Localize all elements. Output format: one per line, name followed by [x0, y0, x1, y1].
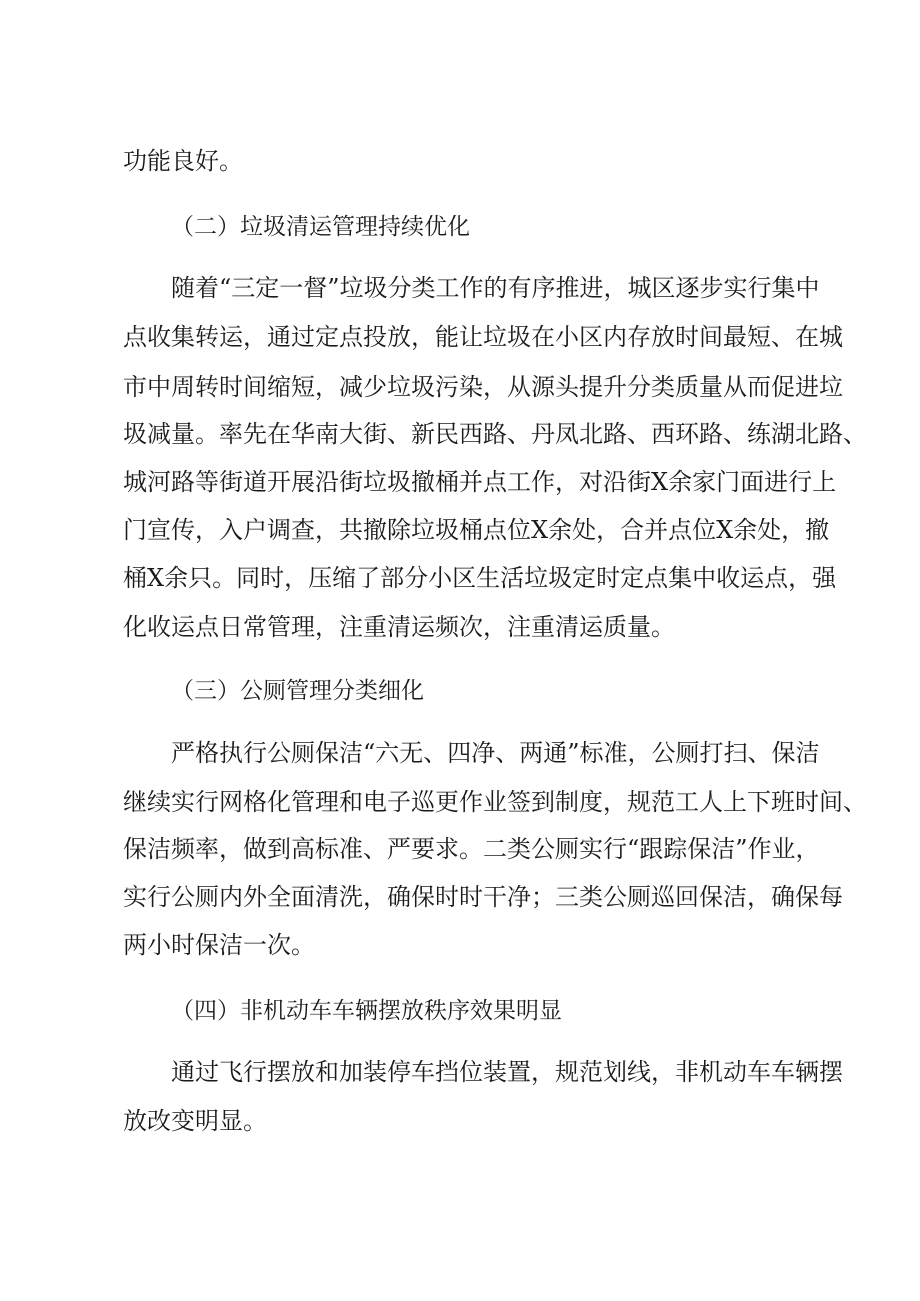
paragraph-line: 城河路等街道开展沿街垃圾撤桶并点工作，对沿街X余家门面进行上	[123, 468, 837, 496]
section-heading-4: （四）非机动车车辆摆放秩序效果明显	[171, 998, 562, 1024]
continuation-text: 功能良好。	[123, 147, 243, 175]
paragraph-line: 严格执行公厕保洁“六无、四净、两通”标准，公厕打扫、保洁	[171, 739, 820, 767]
paragraph-line: 化收运点日常管理，注重清运频次，注重清运质量。	[123, 613, 675, 641]
paragraph-line: 点收集转运，通过定点投放，能让垃圾在小区内存放时间最短、在城	[123, 323, 843, 351]
paragraph-line: 实行公厕内外全面清洗，确保时时干净；三类公厕巡回保洁，确保每	[123, 883, 843, 911]
paragraph-line: 两小时保洁一次。	[123, 931, 315, 959]
paragraph-line: 放改变明显。	[123, 1107, 267, 1135]
paragraph-line: 市中周转时间缩短，减少垃圾污染，从源头提升分类质量从而促进垃	[123, 373, 843, 401]
paragraph-line: 继续实行网格化管理和电子巡更作业签到制度，规范工人上下班时间、	[123, 788, 867, 816]
paragraph-line: 保洁频率，做到高标准、严要求。二类公厕实行“跟踪保洁”作业，	[123, 835, 820, 863]
section-heading-2: （二）垃圾清运管理持续优化	[171, 214, 470, 240]
section-heading-3: （三）公厕管理分类细化	[171, 678, 424, 704]
paragraph-line: 通过飞行摆放和加装停车挡位装置，规范划线，非机动车车辆摆	[171, 1058, 843, 1086]
paragraph-line: 桶X余只。同时，压缩了部分小区生活垃圾定时定点集中收运点，强	[123, 564, 837, 592]
paragraph-line: 圾减量。率先在华南大街、新民西路、丹凤北路、西环路、练湖北路、	[123, 420, 867, 448]
paragraph-line: 门宣传，入户调查，共撤除垃圾桶点位X余处，合并点位X余处，撤	[123, 516, 830, 544]
paragraph-line: 随着“三定一督”垃圾分类工作的有序推进，城区逐步实行集中	[171, 274, 820, 302]
